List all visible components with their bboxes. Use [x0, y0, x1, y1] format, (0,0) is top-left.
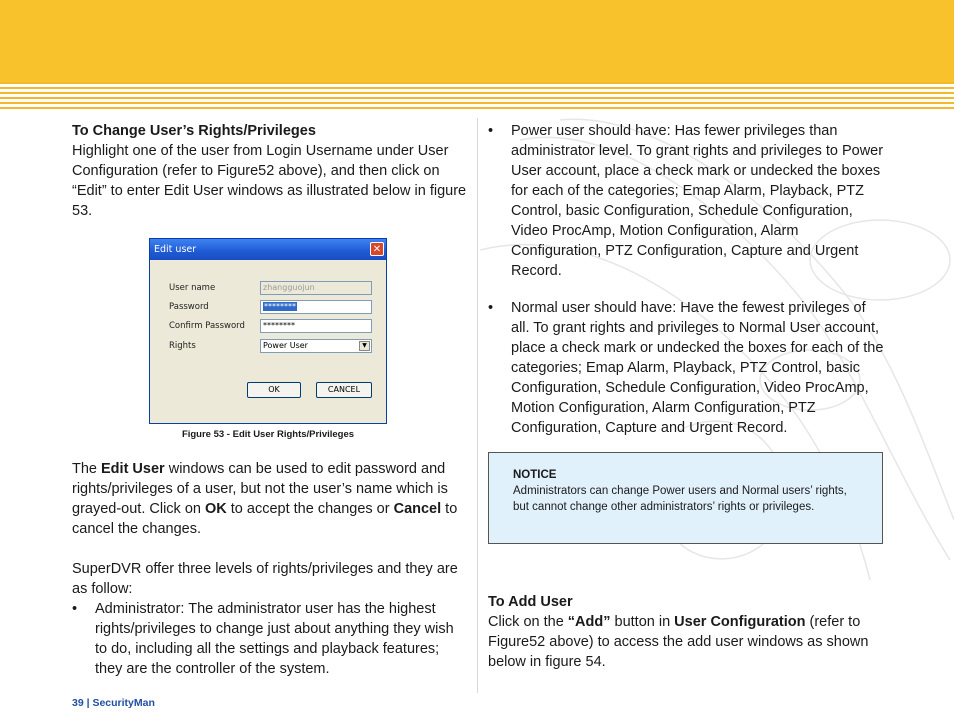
add-user-paragraph: Click on the “Add” button in User Configuration (refer to Figure52 above) to access the add user windows as shown below in figure 54. — [488, 614, 869, 670]
close-icon[interactable]: ✕ — [370, 242, 384, 256]
intro-paragraph: Highlight one of the user from Login Username under User Configuration (refer to Figure52 above), and then click on “Edit” to enter Edit User windows as illustrated below in figure 53. — [72, 143, 467, 219]
cancel-button[interactable]: CANCEL — [316, 382, 372, 398]
notice-box — [488, 452, 883, 544]
edit-user-dialog — [149, 238, 387, 424]
rights-label: Rights — [169, 341, 196, 351]
password-field[interactable]: ******** — [260, 300, 372, 314]
notice-text: Administrators can change Power users and Normal users’ rights, but cannot change other administrators’ rights or privileges. — [513, 485, 847, 513]
dialog-titlebar — [150, 239, 386, 260]
figure-caption: Figure 53 - Edit User Rights/Privileges — [181, 429, 355, 440]
levels-paragraph: SuperDVR offer three levels of rights/privileges and they are as follow: — [72, 561, 458, 597]
bullet-normal-user: • Normal user should have: Have the fewest privileges of all. To grant rights and privileges to Normal User account, place a check mark or undecked the boxes for each of the categories; Emap Alarm, Playback, PTZ Control, basic Configuration, Schedule Configuration, Video ProcAmp, Motion Configuration, Alarm Configuration, PTZ Configuration, Capture and Urgent Record. — [488, 300, 884, 436]
section-heading-add-user: To Add User — [488, 594, 573, 610]
bullet-power-user: • Power user should have: Has fewer privileges than administrator level. To grant rights and privileges to Power User account, place a check mark or undecked the boxes for each of the categories; Emap Alarm, Playback, PTZ Control, basic Configuration, Schedule Configuration, Video ProcAmp, Motion Configuration, Alarm Configuration, PTZ Configuration, Capture and Urgent Record. — [488, 123, 884, 279]
ok-button[interactable]: OK — [247, 382, 301, 398]
section-heading-change-rights: To Change User’s Rights/Privileges — [72, 123, 316, 139]
dialog-title: Edit user — [154, 244, 197, 255]
header-band — [0, 0, 954, 82]
username-field: zhangguojun — [260, 281, 372, 295]
confirm-password-field[interactable]: ******** — [260, 319, 372, 333]
column-divider — [477, 118, 478, 693]
confirm-password-label: Confirm Password — [169, 321, 245, 331]
notice-title: NOTICE — [513, 469, 557, 481]
rights-select[interactable]: Power User ▼ — [260, 339, 372, 353]
chevron-down-icon[interactable]: ▼ — [359, 341, 370, 351]
add-user-section — [488, 592, 886, 672]
password-label: Password — [169, 302, 209, 312]
right-column — [488, 121, 886, 438]
page-footer: 39 | SecurityMan — [72, 697, 155, 709]
bullet-administrator: • Administrator: The administrator user has the highest rights/privileges to change just about anything they wish to do, including all the settings and playback features; they are the controller of the system. — [72, 601, 454, 677]
username-label: User name — [169, 283, 216, 293]
edit-user-paragraph: The Edit User windows can be used to edit password and rights/privileges of a user, but not the user’s name which is grayed-out. Click on OK to accept the changes or Cancel to cancel the changes. — [72, 461, 458, 537]
